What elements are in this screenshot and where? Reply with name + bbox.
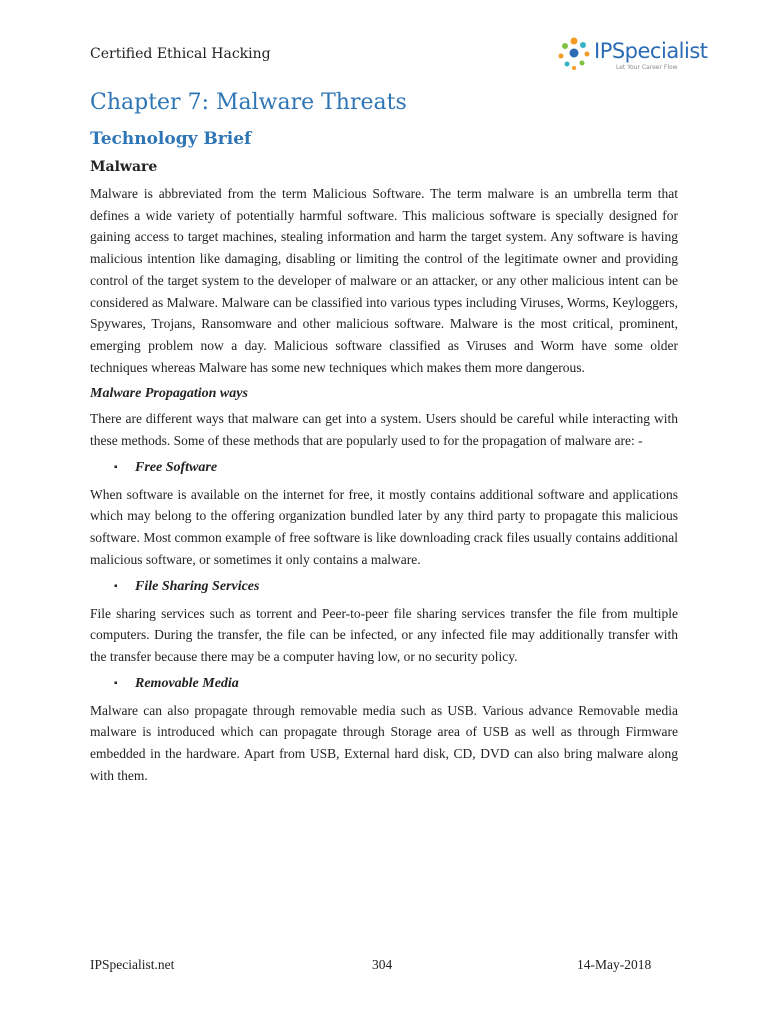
propagation-heading: Malware Propagation ways bbox=[90, 386, 248, 402]
footer-page-number: 304 bbox=[372, 957, 393, 972]
bullet-removable-media bbox=[90, 674, 678, 694]
page-content bbox=[90, 88, 678, 786]
footer-site: IPSpecialist.net bbox=[90, 957, 175, 972]
logo-dots-icon bbox=[556, 36, 594, 72]
subsection-title: Malware bbox=[90, 159, 158, 175]
logo-wordmark: IPSpecialist bbox=[594, 39, 708, 63]
section-title: Technology Brief bbox=[90, 129, 252, 149]
chapter-title: Chapter 7: Malware Threats bbox=[90, 90, 407, 115]
intro-paragraph: Malware is abbreviated from the term Malicious Software. The term malware is an umbrella term that defines a wide variety of potentially harmful software. This malicious software is specially designed for gaining access to target machines, stealing information and harm the target system. Any software is having malicious intention like damaging, disabling or limiting the control of the legitimate owner and providing control of the target system to the developer of malware or an attacker, or any other malicious intent can be considered as Malware. Malware can be classified into various types including Viruses, Worms, Keyloggers, Spywares, Trojans, Ransomware and other malicious software. Malware is the most critical, prominent, emerging problem now a day. Malicious software classified as Viruses and Worm have some older techniques whereas Malware has some new techniques which makes them more dangerous. bbox=[90, 186, 678, 375]
free-software-paragraph: When software is available on the internet for free, it mostly contains additional software and applications which may belong to the offering organization bundled later by any third party to propagate this malicious software. Most common example of free software is like downloading crack files usually contains additional malicious software, or sometimes it only contains a malware. bbox=[90, 486, 678, 567]
footer-date: 14-May-2018 bbox=[577, 957, 652, 972]
bullet-mark: ▪ bbox=[114, 580, 118, 592]
bullet-free-software bbox=[90, 458, 678, 478]
logo-tagline: Let Your Career Flow bbox=[616, 64, 678, 71]
removable-media-paragraph: Malware can also propagate through removable media such as USB. Various advance Removable media malware is introduced which can propagate through Storage area of USB as well as through Firmware embedded in the hardware. Apart from USB, External hard disk, CD, DVD can also bring malware along with them. bbox=[90, 702, 678, 783]
bullet-file-sharing bbox=[90, 577, 678, 597]
running-header-title: Certified Ethical Hacking bbox=[90, 46, 271, 62]
bullet-label: File Sharing Services bbox=[135, 578, 260, 594]
file-sharing-paragraph: File sharing services such as torrent and Peer-to-peer file sharing services transfer the file from multiple computers. During the transfer, the file can be infected, or any infected file may additionally transfer with the transfer because there may be a computer having low, or no security policy. bbox=[90, 605, 678, 664]
ipspecialist-logo bbox=[556, 36, 706, 76]
bullet-mark: ▪ bbox=[114, 461, 118, 473]
bullet-label: Removable Media bbox=[135, 675, 239, 691]
bullet-label: Free Software bbox=[135, 459, 218, 475]
bullet-mark: ▪ bbox=[114, 677, 118, 689]
propagation-intro: There are different ways that malware can get into a system. Users should be careful while interacting with these methods. Some of these methods that are popularly used to for the propagation of malware are: - bbox=[90, 411, 678, 449]
